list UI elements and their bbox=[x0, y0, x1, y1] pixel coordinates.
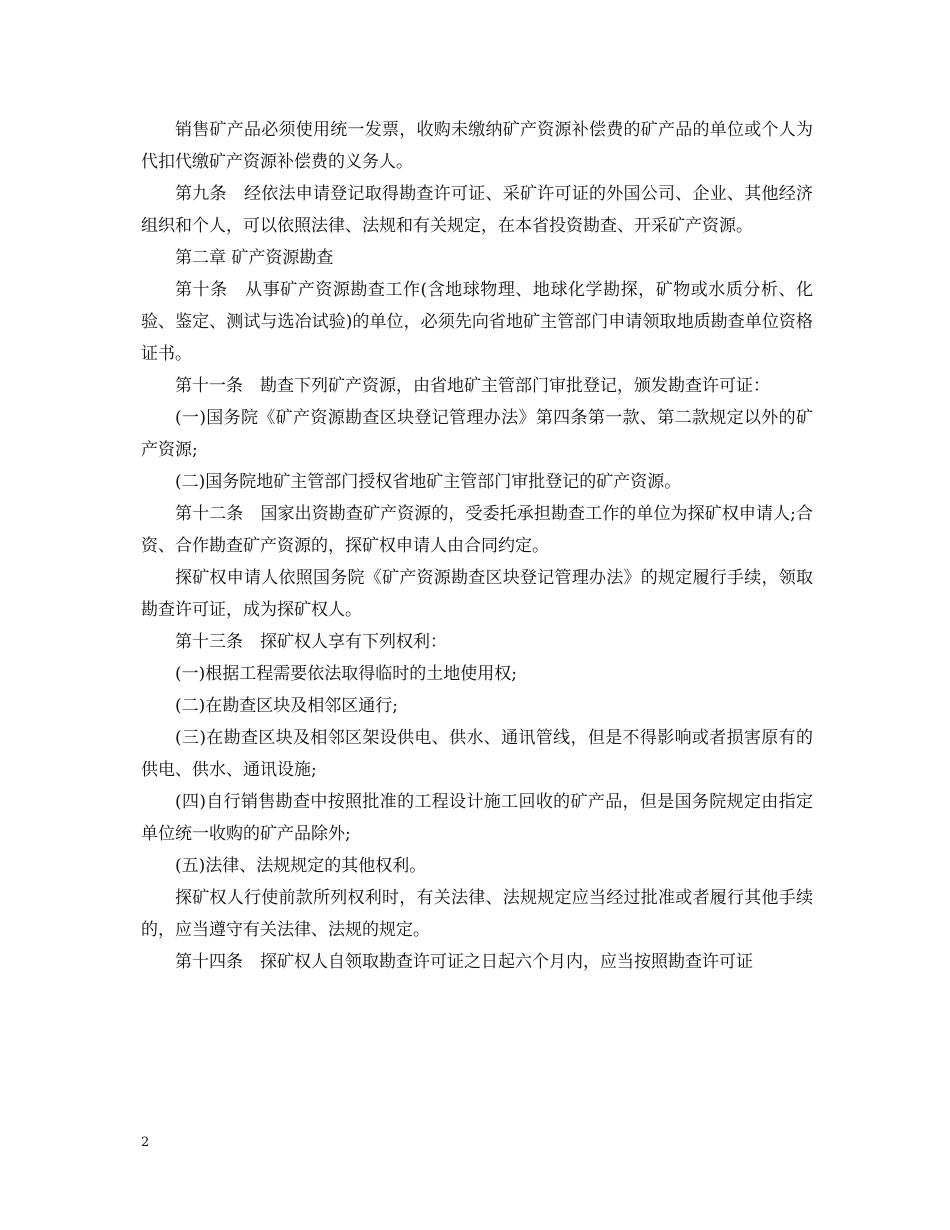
paragraph: 第十条 从事矿产资源勘查工作(含地球物理、地球化学勘探，矿物或水质分析、化验、鉴定、测试与选冶试验)的单位，必须先向省地矿主管部门申请领取地质勘查单位资格证书。 bbox=[141, 280, 813, 364]
paragraph: 第九条 经依法申请登记取得勘查许可证、采矿许可证的外国公司、企业、其他经济组织和个人，可以依照法律、法规和有关规定，在本省投资勘查、开采矿产资源。 bbox=[141, 184, 813, 236]
list-item: (二)在勘查区块及相邻区通行; bbox=[175, 696, 398, 716]
list-item: (四)自行销售勘查中按照批准的工程设计施工回收的矿产品，但是国务院规定由指定单位统一收购的矿产品除外; bbox=[141, 792, 813, 844]
document-body bbox=[141, 114, 813, 978]
page-number: 2 bbox=[141, 1135, 150, 1150]
list-item: (一)国务院《矿产资源勘查区块登记管理办法》第四条第一款、第二款规定以外的矿产资源; bbox=[141, 408, 813, 460]
paragraph: 第十四条 探矿权人自领取勘查许可证之日起六个月内，应当按照勘查许可证 bbox=[175, 952, 753, 972]
paragraph: 第十二条 国家出资勘查矿产资源的，受委托承担勘查工作的单位为探矿权申请人;合资、合作勘查矿产资源的，探矿权申请人由合同约定。 bbox=[141, 504, 813, 556]
paragraph: 探矿权人行使前款所列权利时，有关法律、法规规定应当经过批准或者履行其他手续的，应当遵守有关法律、法规的规定。 bbox=[141, 888, 813, 940]
paragraph: 探矿权申请人依照国务院《矿产资源勘查区块登记管理办法》的规定履行手续，领取勘查许可证，成为探矿权人。 bbox=[141, 568, 813, 620]
list-item: (一)根据工程需要依法取得临时的土地使用权; bbox=[175, 664, 517, 684]
list-item: (二)国务院地矿主管部门授权省地矿主管部门审批登记的矿产资源。 bbox=[175, 472, 682, 492]
list-item: (五)法律、法规规定的其他权利。 bbox=[175, 856, 427, 876]
list-item: (三)在勘查区块及相邻区架设供电、供水、通讯管线，但是不得影响或者损害原有的供电、供水、通讯设施; bbox=[141, 728, 813, 780]
paragraph: 销售矿产品必须使用统一发票，收购未缴纳矿产资源补偿费的矿产品的单位或个人为代扣代缴矿产资源补偿费的义务人。 bbox=[141, 120, 813, 172]
chapter-heading: 第二章 矿产资源勘查 bbox=[175, 248, 334, 268]
paragraph: 第十三条 探矿权人享有下列权利： bbox=[175, 632, 447, 652]
paragraph: 第十一条 勘查下列矿产资源，由省地矿主管部门审批登记，颁发勘查许可证： bbox=[175, 376, 770, 396]
